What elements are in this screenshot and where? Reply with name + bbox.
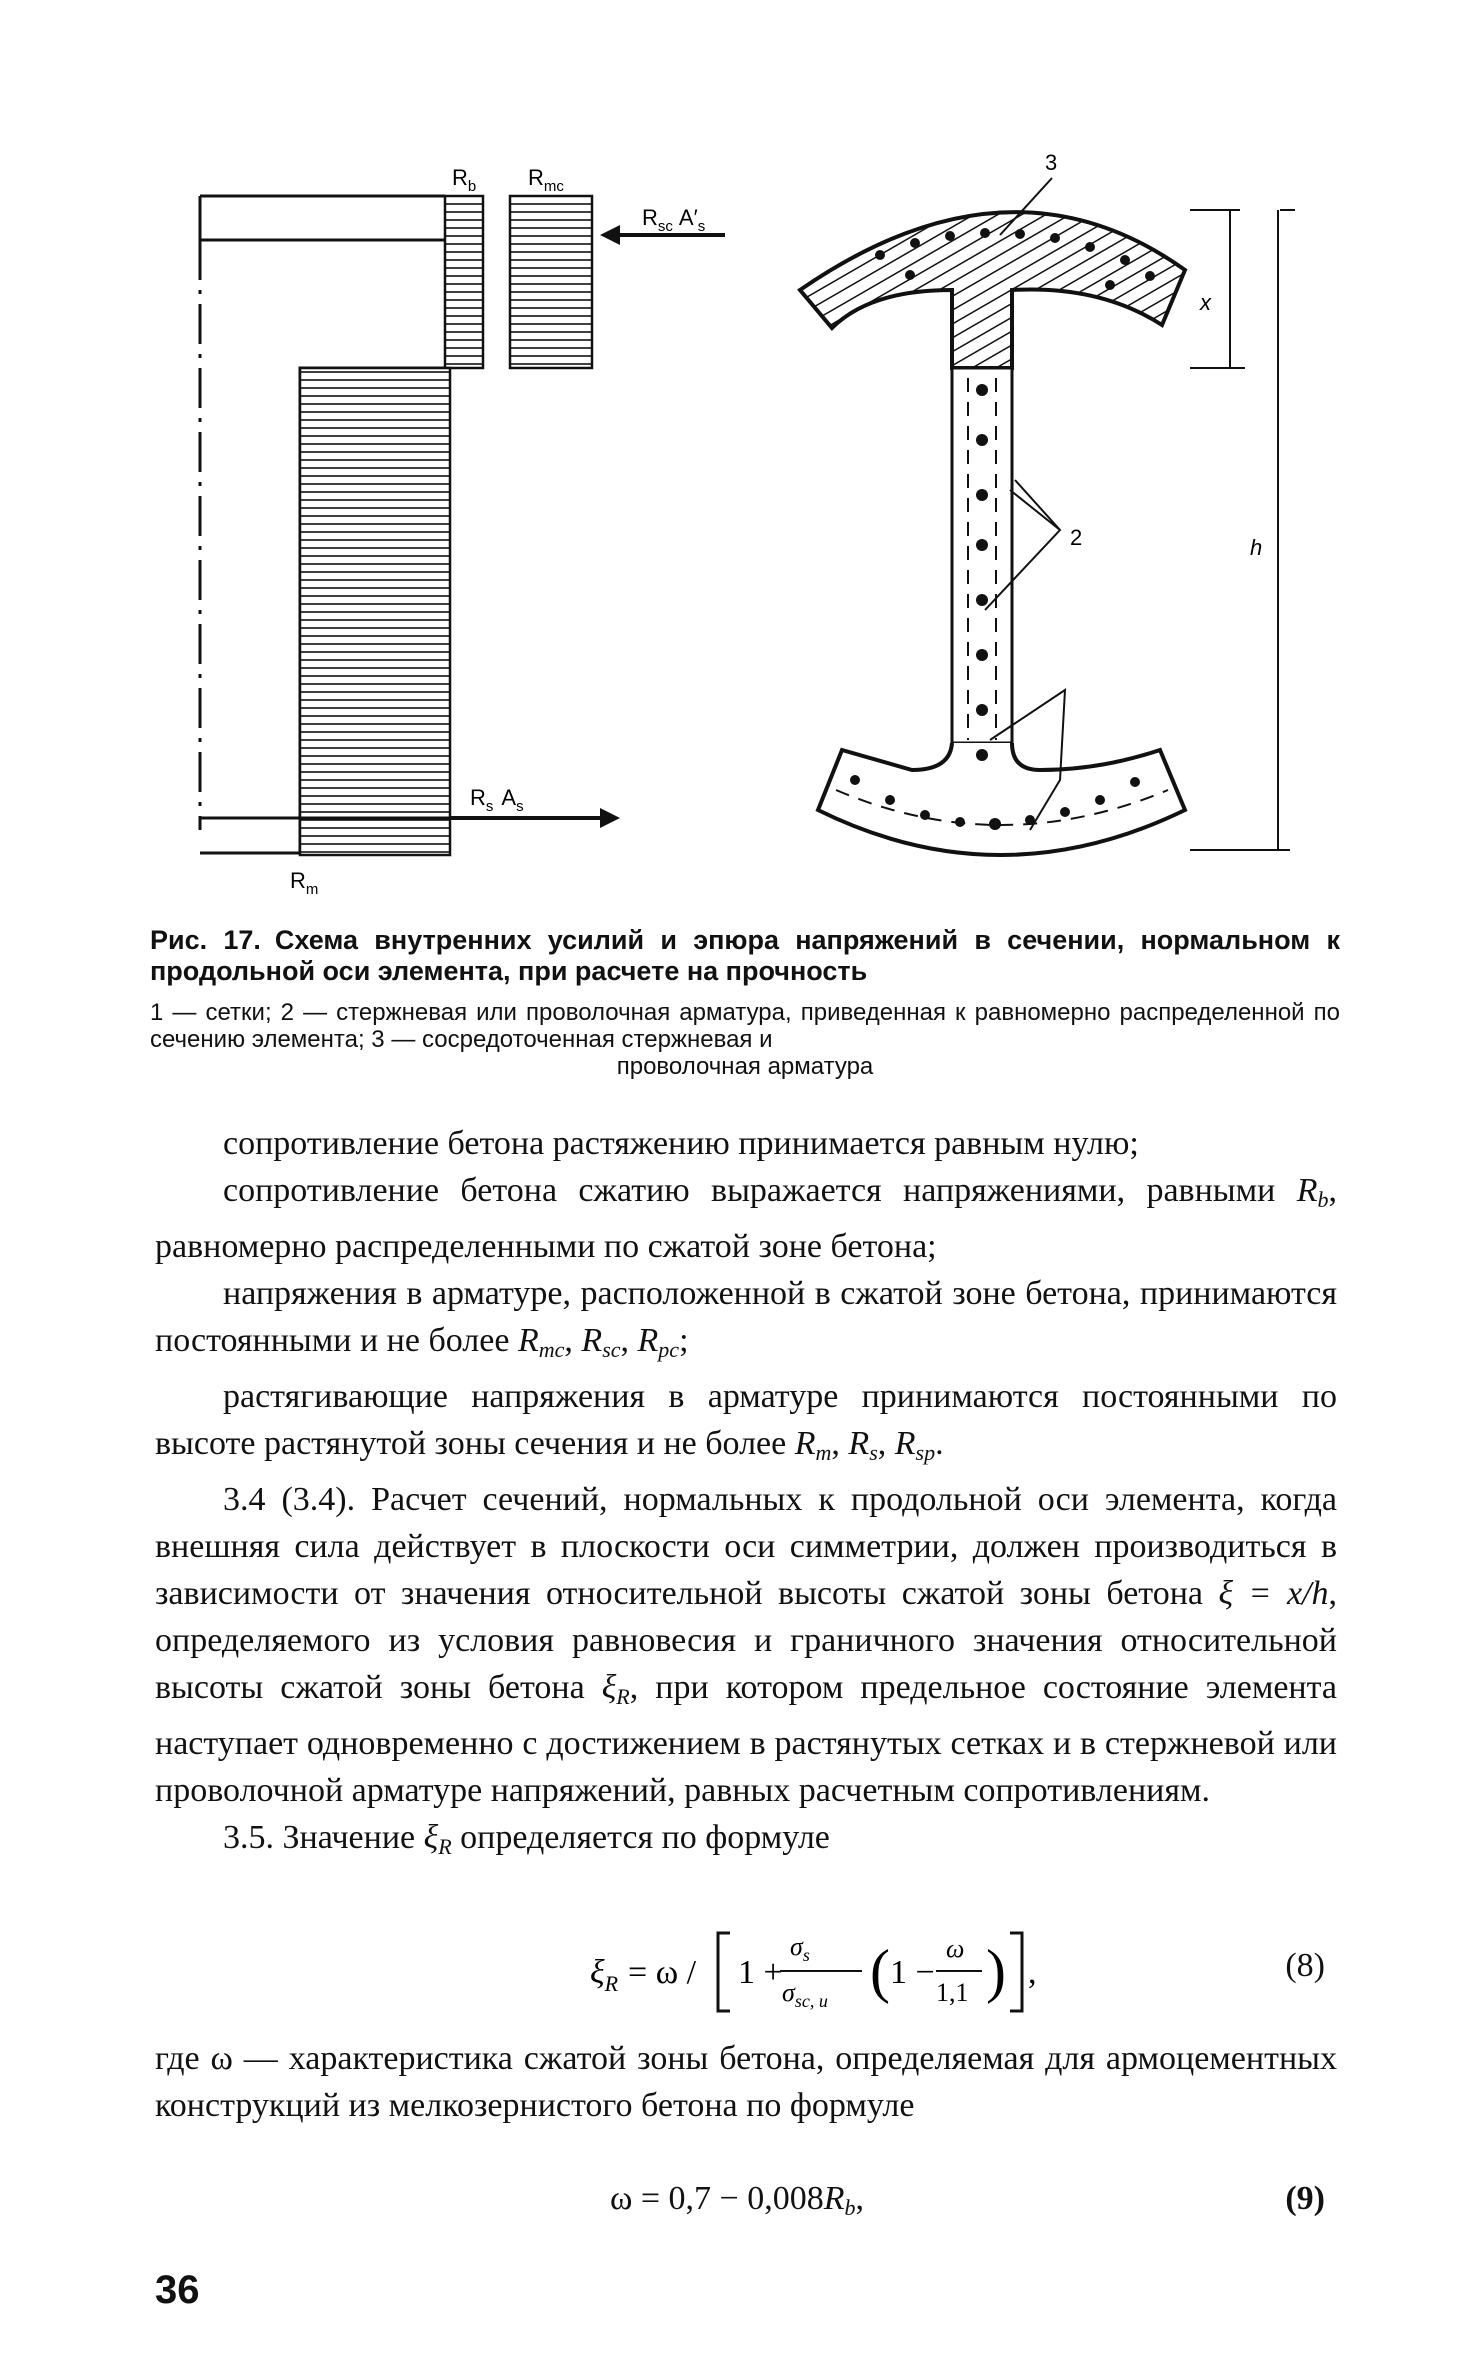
svg-text:1,1: 1,1 [936,1978,969,2007]
stress-diagram-figure [0,0,1477,900]
label-h: h [1250,535,1263,560]
formula-8-expression [590,1925,1050,2015]
paragraph-4: растягивающие напряжения в арматуре принимаются постоянными по высоте растянутой зоны сечения и не более $R_m$, $R_s$, $R_{sp}$. [155,1378,1337,1465]
rm-block [300,368,450,855]
formula-9-expression: $\omega = 0,7 - 0,008R_b$, [610,2180,865,2220]
svg-text:,: , [1028,1954,1037,1991]
svg-text:σs: $\sigma_s$ [790,1932,810,1965]
paragraph-1: сопротивление бетона растяжению принимается равным нулю; [223,1125,1139,1162]
label-x: x [1200,290,1211,315]
page-number: 36 [155,2268,200,2312]
stress-epure [200,196,725,855]
formula-8 [155,1925,1337,2015]
svg-text:1 −: 1 − [890,1954,935,1991]
caption-label: Рис. 17. [150,925,261,955]
web [952,368,1012,743]
paragraph-3: напряжения в арматуре, расположенной в сжатой зоне бетона, принимаются постоянными и не более $R_{mc}$, $R_{sc}$, $R_{pc}$; [155,1275,1337,1362]
caption-legend-main: 1 — сетки; 2 — стержневая или проволочная арматура, приведенная к равномерно распределенной по сечению элемента; 3 — сосредоточенная стержневая и [150,999,1340,1053]
label-rsc: $R_{sc}$ $A'_s$ [642,205,706,235]
svg-text:(: ( [870,1938,890,2004]
svg-text:ξR= ω /: $\xi_R = \omega$ / [590,1954,697,1996]
paragraph-2: сопротивление бетона сжатию выражается напряжениями, равными $R_b$, равномерно распределенными по сжатой зоне бетона; [155,1172,1338,1265]
label-rm: $R_m$ [290,868,319,898]
label-rb: $R_b$ [452,165,477,195]
label-rs-as: $R_s$ $A_s$ [470,785,524,815]
body-text-2 [155,2035,1337,2129]
paragraph-5: 3.4 (3.4). Расчет сечений, нормальных к продольной оси элемента, когда внешняя сила действует в плоскости оси симметрии, должен производиться в зависимости от значения относительной высоты сжатой зоны бетона ξ = x/h, определяемого из условия равновесия и граничного значения относительной высоты сжатой зоны бетона $\xi_R$, при котором предельное состояние элемента наступает одновременно с достижением в растянутых сетках и в стержневой или проволочной арматуре напряжений, равных расчетным сопротивлениям. [155,1481,1337,1809]
formula-8-number: (8) [1285,1947,1325,1984]
formula-9 [155,2180,1337,2230]
label-rmc: $R_{mc}$ [528,165,564,195]
svg-text:ω: ω [946,1934,965,1963]
svg-text:): ) [986,1938,1006,2004]
caption-title-text: Схема внутренних усилий и эпюра напряжений в сечении, нормальном к продольной оси элемента, при расчете на прочность [150,925,1340,986]
cross-section [800,178,1295,855]
tension-flange [818,743,1185,855]
figure-caption [150,925,1340,1080]
paragraph-7: где ω — характеристика сжатой зоны бетона, определяемая для армоцементных конструкций из мелкозернистого бетона по формуле [155,2040,1337,2124]
body-text [155,1120,1337,1870]
rmc-block [510,196,592,368]
caption-title [150,925,1340,987]
paragraph-6: 3.5. Значение $\xi_R$ определяется по формуле [223,1819,830,1859]
rb-block [445,196,483,368]
compressed-flange [800,212,1185,368]
svg-text:σsc, u: $\sigma_{sc, u}$ [782,1978,828,2011]
figure-17 [0,0,1477,900]
formula-9-number: (9) [1285,2180,1325,2217]
svg-text:1 +: 1 + [738,1954,783,1991]
caption-legend-tail: проволочная арматура [616,1053,874,1080]
caption-legend [150,999,1340,1080]
label-2: 2 [1070,525,1083,550]
label-3: 3 [1045,150,1058,175]
